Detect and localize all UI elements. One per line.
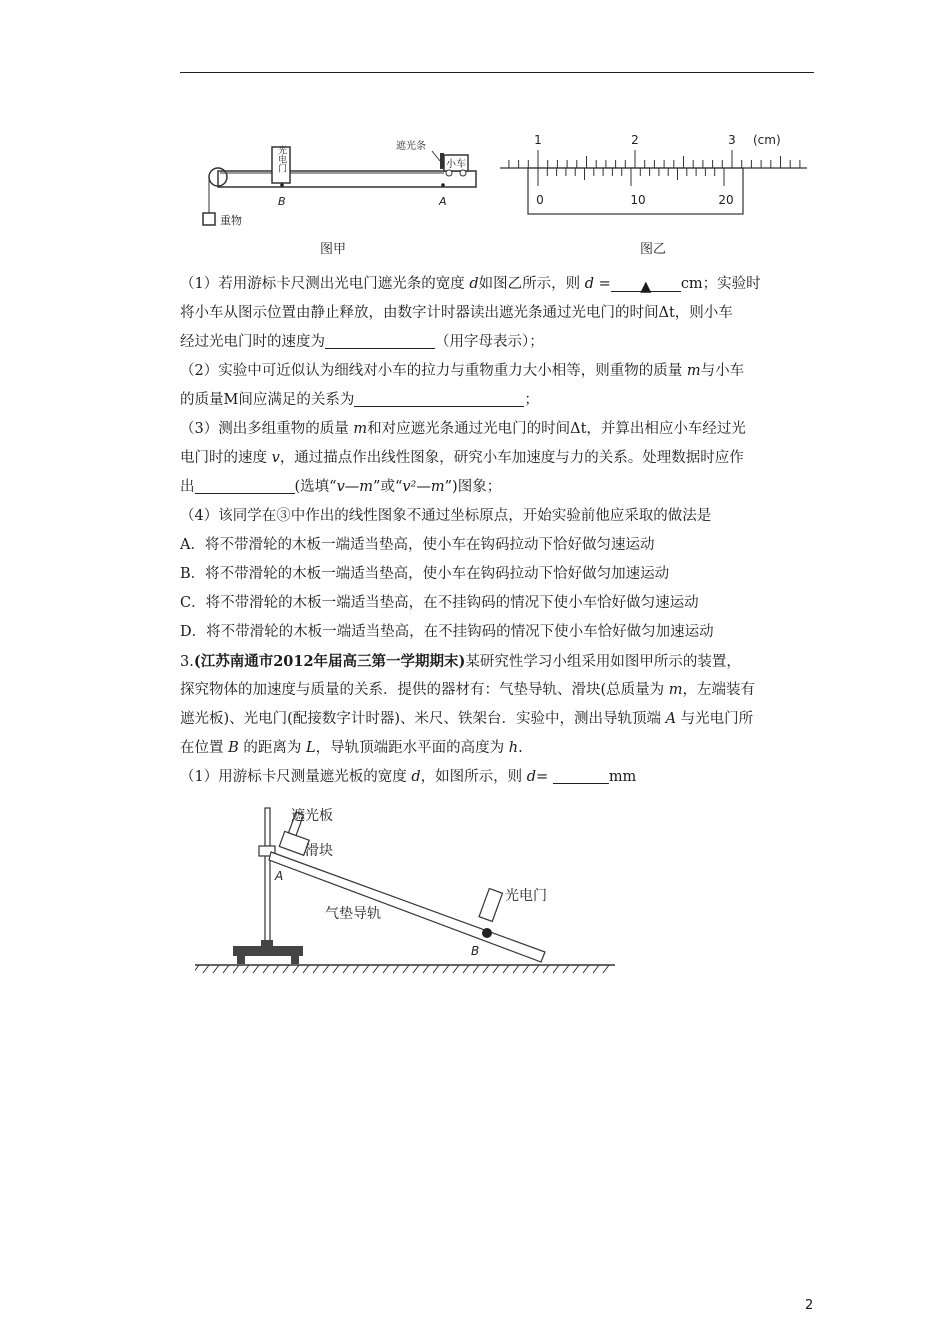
page-number: 2 <box>805 1298 814 1313</box>
q4-option-c: C．将不带滑轮的木板一端适当垫高，在不挂钩码的情况下使小车恰好做匀速运动 <box>180 595 699 611</box>
q4-option-b: B．将不带滑轮的木板一端适当垫高，使小车在钩码拉动下恰好做匀加速运动 <box>180 566 670 582</box>
slider-label: 滑块 <box>305 843 333 859</box>
ground-hatch <box>473 965 479 973</box>
vernier-tick-0: 0 <box>536 193 544 207</box>
figure-yi-vernier <box>495 130 815 220</box>
main-scale-unit: (cm) <box>753 133 781 147</box>
q1-line-2: 将小车从图示位置由静止释放，由数字计时器读出遮光条通过光电门的时间Δt，则小车 <box>180 305 733 321</box>
ground-hatch <box>343 965 349 973</box>
incline-point-b: B <box>471 944 480 958</box>
ground-hatch <box>583 965 589 973</box>
p3-line-3: 遮光板)、光电门(配接数字计时器)、米尺、铁架台．实验中，测出导轨顶端 A 与光电门所 <box>180 711 754 727</box>
weight-label: 重物 <box>220 214 242 227</box>
ground-hatch <box>233 965 239 973</box>
ground-hatch <box>433 965 439 973</box>
figure-jia-caption: 图甲 <box>320 242 347 257</box>
ground-hatch <box>323 965 329 973</box>
ground-hatch <box>253 965 259 973</box>
answer-blank-graph[interactable] <box>195 475 295 494</box>
header-rule <box>180 72 814 73</box>
ground-hatch <box>373 965 379 973</box>
ground-hatch <box>203 965 209 973</box>
answer-blank-d[interactable] <box>611 273 681 295</box>
q4-option-a: A．将不带滑轮的木板一端适当垫高，使小车在钩码拉动下恰好做匀速运动 <box>180 537 655 553</box>
vernier-tick-10: 10 <box>630 193 646 207</box>
ground-hatch <box>313 965 319 973</box>
ground-hatch <box>353 965 359 973</box>
p3-line-2: 探究物体的加速度与质量的关系．提供的器材有：气垫导轨、滑块(总质量为 m，左端装有 <box>180 682 756 698</box>
q4-stem: （4）该同学在③中作出的线性图象不通过坐标原点，开始实验前他应采取的做法是 <box>180 508 712 524</box>
ground-hatch <box>403 965 409 973</box>
answer-blank-velocity[interactable] <box>325 330 435 349</box>
q3-line-1: （3）测出多组重物的质量 m和对应遮光条通过光电门的时间Δt，并算出相应小车经过光 <box>180 421 746 437</box>
ground-hatch <box>223 965 229 973</box>
main-tick-1: 1 <box>534 133 542 147</box>
p3-source: (江苏南通市2012年届高三第一学期期末) <box>193 653 466 670</box>
ground-hatch <box>443 965 449 973</box>
ground-hatch <box>553 965 559 973</box>
ground-hatch <box>593 965 599 973</box>
cart-label: 小车 <box>446 159 466 170</box>
ground-hatch <box>413 965 419 973</box>
ground-hatch <box>213 965 219 973</box>
ground-hatch <box>333 965 339 973</box>
ground-hatch <box>523 965 529 973</box>
ground-hatch <box>383 965 389 973</box>
ground-hatch <box>363 965 369 973</box>
triangle-mark: ▲ <box>640 279 652 295</box>
ground-hatch <box>493 965 499 973</box>
ground-hatch <box>503 965 509 973</box>
q1-line-3: 经过光电门时的速度为 （用字母表示）； <box>180 328 820 357</box>
point-b-label: B <box>278 195 286 208</box>
vernier-tick-20: 20 <box>718 193 734 207</box>
figure-jia-apparatus <box>200 135 490 235</box>
light-gate-label: 光电门 <box>276 145 286 173</box>
q1-line-1: （1）若用游标卡尺测出光电门遮光条的宽度 d如图乙所示，则 d = ▲ cm；实验时 <box>180 270 820 299</box>
ground-hatch <box>423 965 429 973</box>
ground-hatch <box>563 965 569 973</box>
incline-point-a: A <box>275 869 284 883</box>
p3-q1: （1）用游标卡尺测量遮光板的宽度 d，如图所示，则 d= mm <box>180 763 820 792</box>
q2-line-2: 的质量M间应满足的关系为 ； <box>180 386 820 415</box>
ground-hatch <box>303 965 309 973</box>
ground-hatch <box>453 965 459 973</box>
ground-hatch <box>263 965 269 973</box>
ground-hatch <box>463 965 469 973</box>
incline-light-gate-label: 光电门 <box>505 888 547 904</box>
ground-hatch <box>513 965 519 973</box>
figure-incline-apparatus <box>195 800 620 980</box>
ground-hatch <box>283 965 289 973</box>
q2-line-1: （2）实验中可近似认为细线对小车的拉力与重物重力大小相等，则重物的质量 m与小车 <box>180 363 745 379</box>
answer-blank-relation[interactable] <box>354 388 524 407</box>
ground-hatch <box>573 965 579 973</box>
question-text <box>180 270 820 792</box>
main-tick-2: 2 <box>631 133 639 147</box>
ground-hatch <box>533 965 539 973</box>
ground-hatch <box>243 965 249 973</box>
point-a-label: A <box>439 195 447 208</box>
ground-hatch <box>543 965 549 973</box>
shutter-plate-label: 遮光板 <box>291 808 333 824</box>
answer-blank-width[interactable] <box>553 765 609 784</box>
ground-hatch <box>273 965 279 973</box>
ground-hatch <box>483 965 489 973</box>
ground-hatch <box>603 965 609 973</box>
ground-hatch <box>393 965 399 973</box>
ground-hatch <box>195 965 199 973</box>
q4-option-d: D．将不带滑轮的木板一端适当垫高，在不挂钩码的情况下使小车恰好做匀加速运动 <box>180 624 714 640</box>
track-label: 气垫导轨 <box>325 906 381 922</box>
ground-hatch <box>293 965 299 973</box>
p3-line-1: 3.(江苏南通市2012年届高三第一学期期末)某研究性学习小组采用如图甲所示的装置， <box>180 653 741 670</box>
figure-yi-caption: 图乙 <box>640 242 667 257</box>
p3-line-4: 在位置 B 的距离为 L，导轨顶端距水平面的高度为 h. <box>180 740 523 756</box>
q3-line-2: 电门时的速度 v，通过描点作出线性图象，研究小车加速度与力的关系。处理数据时应作 <box>180 450 744 466</box>
q3-line-3: 出 (选填“v—m”或“v²—m”)图象； <box>180 473 820 502</box>
main-tick-3: 3 <box>728 133 736 147</box>
shutter-label: 遮光条 <box>396 141 426 152</box>
